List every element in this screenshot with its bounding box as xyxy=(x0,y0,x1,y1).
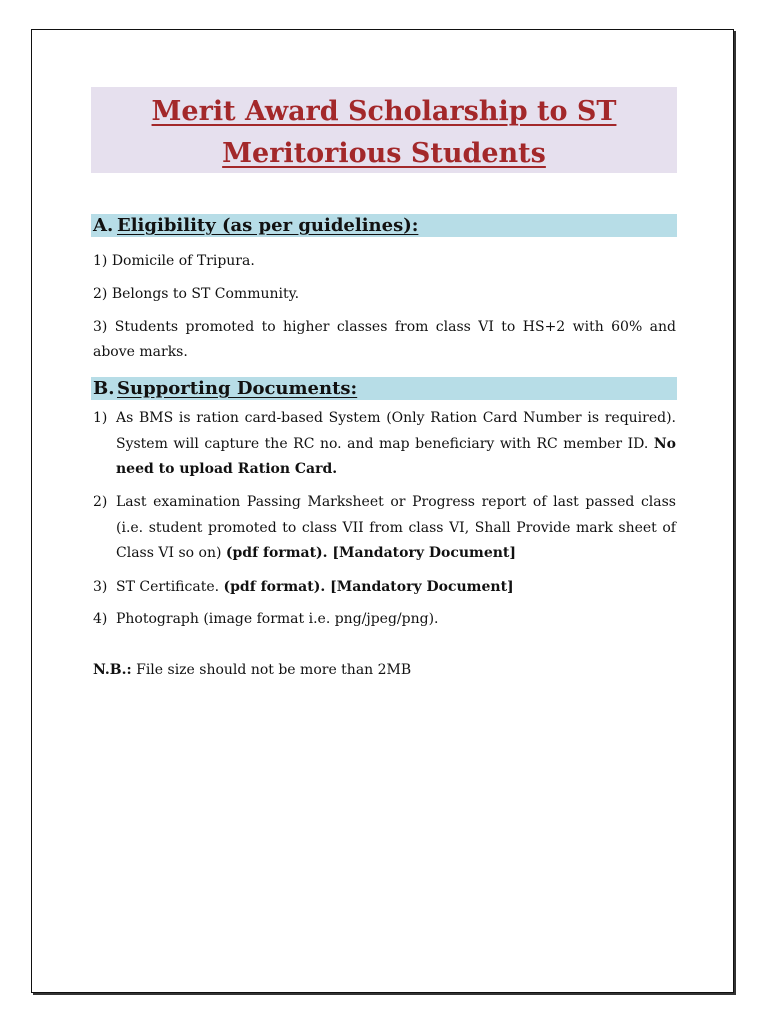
item-text: ST Certificate. xyxy=(116,579,220,595)
item-body xyxy=(116,406,676,483)
item-body xyxy=(116,490,676,567)
document-item xyxy=(93,490,676,567)
page-title-line-1: Merit Award Scholarship to ST xyxy=(151,96,617,127)
item-number: 2) xyxy=(93,494,108,510)
eligibility-item: 3) Students promoted to higher classes from class VI to HS+2 with 60% and above marks. xyxy=(93,319,676,360)
eligibility-item: 2) Belongs to ST Community. xyxy=(93,286,300,302)
note-label: N.B.: xyxy=(93,662,132,678)
section-letter: B. xyxy=(93,378,115,399)
item-emphasis: (pdf format). [Mandatory Document] xyxy=(225,545,517,561)
note xyxy=(93,658,676,683)
page-title-line-2: Meritorious Students xyxy=(222,138,546,169)
document-item xyxy=(93,575,676,601)
item-number: 1) xyxy=(93,410,108,426)
document-item xyxy=(93,406,676,483)
section-heading-eligibility xyxy=(91,214,677,237)
item-body xyxy=(116,575,676,601)
item-text: As BMS is ration card-based System (Only Ration Card Number is required). System will capture the RC no. and map beneficiary with RC member ID. xyxy=(116,410,676,452)
item-emphasis: (pdf format). [Mandatory Document] xyxy=(223,579,514,595)
section-heading-supporting-documents xyxy=(91,377,677,400)
item-text: Photograph (image format i.e. png/jpeg/png). xyxy=(116,611,439,627)
section-letter: A. xyxy=(93,215,114,236)
item-emphasis: No need to upload Ration Card. xyxy=(116,435,676,477)
item-body xyxy=(116,607,676,633)
section-heading-text: Supporting Documents: xyxy=(117,378,358,399)
item-text: Last examination Passing Marksheet or Progress report of last passed class (i.e. student promoted to class VII from class VI, Shall Provide mark sheet of Class VI so on) xyxy=(116,494,676,561)
title-box xyxy=(91,87,677,173)
note-text: File size should not be more than 2MB xyxy=(136,662,412,678)
section-heading-text: Eligibility (as per guidelines): xyxy=(117,215,419,236)
item-number: 3) xyxy=(93,579,108,595)
eligibility-item: 1) Domicile of Tripura. xyxy=(93,253,255,269)
item-number: 4) xyxy=(93,611,108,627)
document-item xyxy=(93,607,676,633)
